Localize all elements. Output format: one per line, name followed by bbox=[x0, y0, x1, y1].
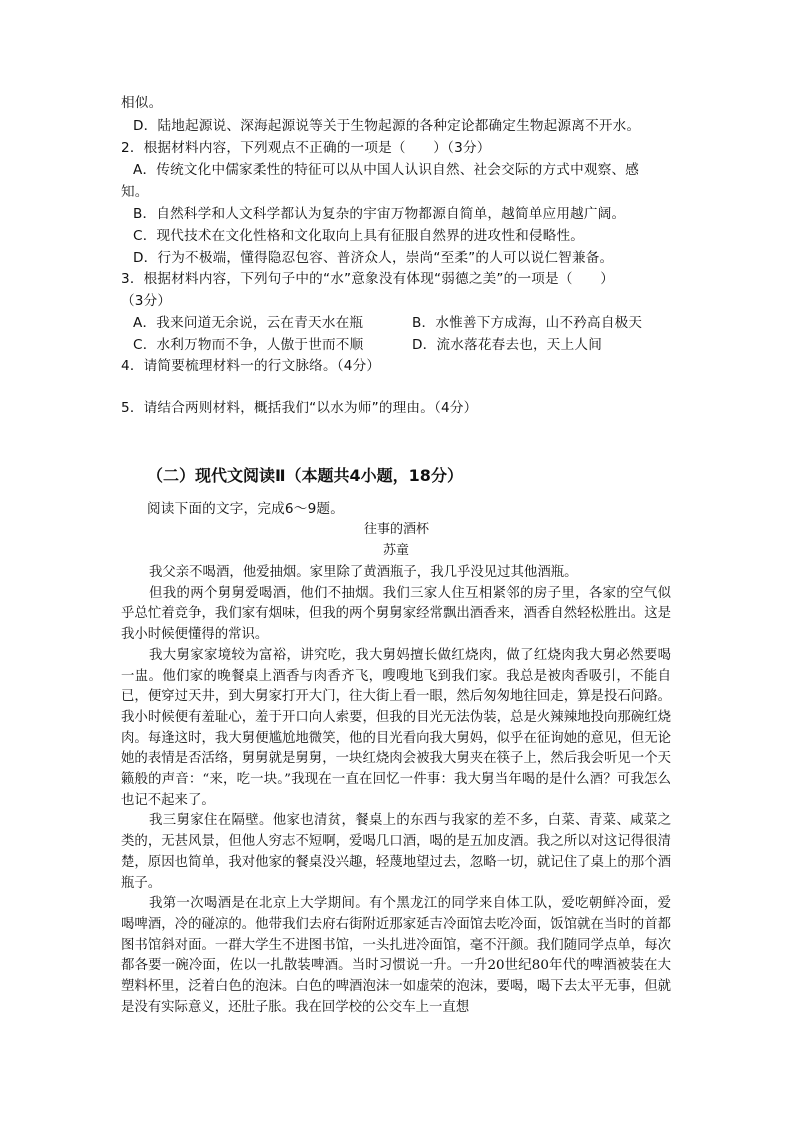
option-a: A．传统文化中儒家柔性的特征可以从中国人认识自然、社会交际的方式中观察、感 bbox=[133, 162, 640, 178]
article-title: 往事的酒杯 bbox=[364, 522, 430, 537]
article-paragraph: 我第一次喝酒是在北京上大学期间。有个黑龙江的同学来自体工队，爱吃朝鲜冷面，爱喝啤酒，冷的碰凉的。他带我们去府右街附近那家延吉冷面馆去吃冷面，饭馆就在当时的首都图书馆斜对面。一群大学生不进图书馆，一头扎进冷面馆，毫不汗颜。我们随同学点单，每次都各要一碗冷面，佐以一扎散装啤酒。当时习惯说一升。一升20世纪80年代的啤酒被装在大塑料杯里，泛着白色的泡沫。白色的啤酒泡沫一如虚荣的泡沫，要喝，喝下去太平无事，但就是没有实际意义，还肚子胀。我在回学校的公交车上一直想 bbox=[121, 896, 671, 1015]
question-3-score: （3分） bbox=[121, 293, 172, 309]
option-line: 相似。 bbox=[121, 95, 163, 111]
option-d: D．流水落花春去也，天上人间 bbox=[412, 337, 602, 353]
question-5: 5．请结合两则材料，概括我们“以水为师”的理由。（4分） bbox=[121, 400, 478, 416]
article-paragraph: 但我的两个舅舅爱喝酒，他们不抽烟。我们三家人住互相紧邻的房子里，各家的空气似乎总忙着竞争，我们家有烟味，但我的两个舅舅家经常飘出酒香来，酒香自然轻松胜出。这是我小时候便懂得的常识。 bbox=[121, 585, 671, 643]
option-d: D．行为不极端，懂得隐忍包容、普济众人，崇尚“至柔”的人可以说仁智兼备。 bbox=[133, 250, 614, 266]
article-paragraph: 我父亲不喝酒，他爱抽烟。家里除了黄酒瓶子，我几乎没见过其他酒瓶。 bbox=[149, 565, 578, 580]
option-c: C．现代技术在文化性格和文化取向上具有征服自然界的进攻性和侵略性。 bbox=[133, 228, 585, 244]
article-body bbox=[121, 563, 671, 1018]
article-author: 苏童 bbox=[383, 543, 410, 558]
section-heading: （二）现代文阅读Ⅱ（本题共4小题，18分） bbox=[147, 466, 463, 485]
question-4: 4．请简要梳理材料一的行文脉络。（4分） bbox=[121, 358, 381, 374]
question-3: 3．根据材料内容，下列句子中的“水”意象没有体现“弱德之美”的一项是（ ） bbox=[121, 271, 615, 287]
article-paragraph: 我三舅家住在隔壁。他家也清贫，餐桌上的东西与我家的差不多，白菜、青菜、咸菜之类的，无甚风景，但他人穷志不短啊，爱喝几口酒，喝的是五加皮酒。我之所以对这记得很清楚，原因也简单，我对他家的餐桌没兴趣，轻蔑地望过去，忽略一切，就记住了桌上的那个酒瓶子。 bbox=[121, 813, 671, 891]
option-a: A．我来问道无余说，云在青天水在瓶 bbox=[133, 315, 364, 331]
section-instruction: 阅读下面的文字，完成6～9题。 bbox=[147, 501, 345, 517]
question-2: 2．根据材料内容，下列观点不正确的一项是（ ）（3分） bbox=[121, 140, 491, 156]
option-b: B．自然科学和人文科学都认为复杂的宇宙万物都源自简单，越简单应用越广阔。 bbox=[133, 206, 626, 222]
option-a-cont: 知。 bbox=[121, 184, 149, 200]
option-c: C．水利万物而不争，人傲于世而不顺 bbox=[133, 337, 364, 353]
option-d: D．陆地起源说、深海起源说等关于生物起源的各种定论都确定生物起源离不开水。 bbox=[133, 118, 641, 134]
option-b: B．水惟善下方成海，山不矜高自极天 bbox=[412, 315, 643, 331]
article-paragraph: 我大舅家家境较为富裕，讲究吃，我大舅妈擅长做红烧肉，做了红烧肉我大舅必然要喝一盅。他们家的晚餐桌上酒香与肉香齐飞，嗖嗖地飞到我们家。我总是被肉香吸引，不能自已，便穿过天井，到大舅家打开大门，往大街上看一眼，然后匆匆地往回走，算是投石问路。我小时候便有羞耻心，羞于开口向人索要，但我的目光无法伪装，总是火辣辣地投向那碗红烧肉。每逢这时，我大舅便尴尬地微笑，他的目光看向我大舅妈，似乎在征询她的意见，但无论她的表情是否活络，舅舅就是舅舅，一块红烧肉会被我大舅夹在筷子上，然后我会听见一个天籁般的声音：“来，吃一块。”我现在一直在回忆一件事：我大舅当年喝的是什么酒？可我怎么也记不起来了。 bbox=[121, 647, 671, 808]
